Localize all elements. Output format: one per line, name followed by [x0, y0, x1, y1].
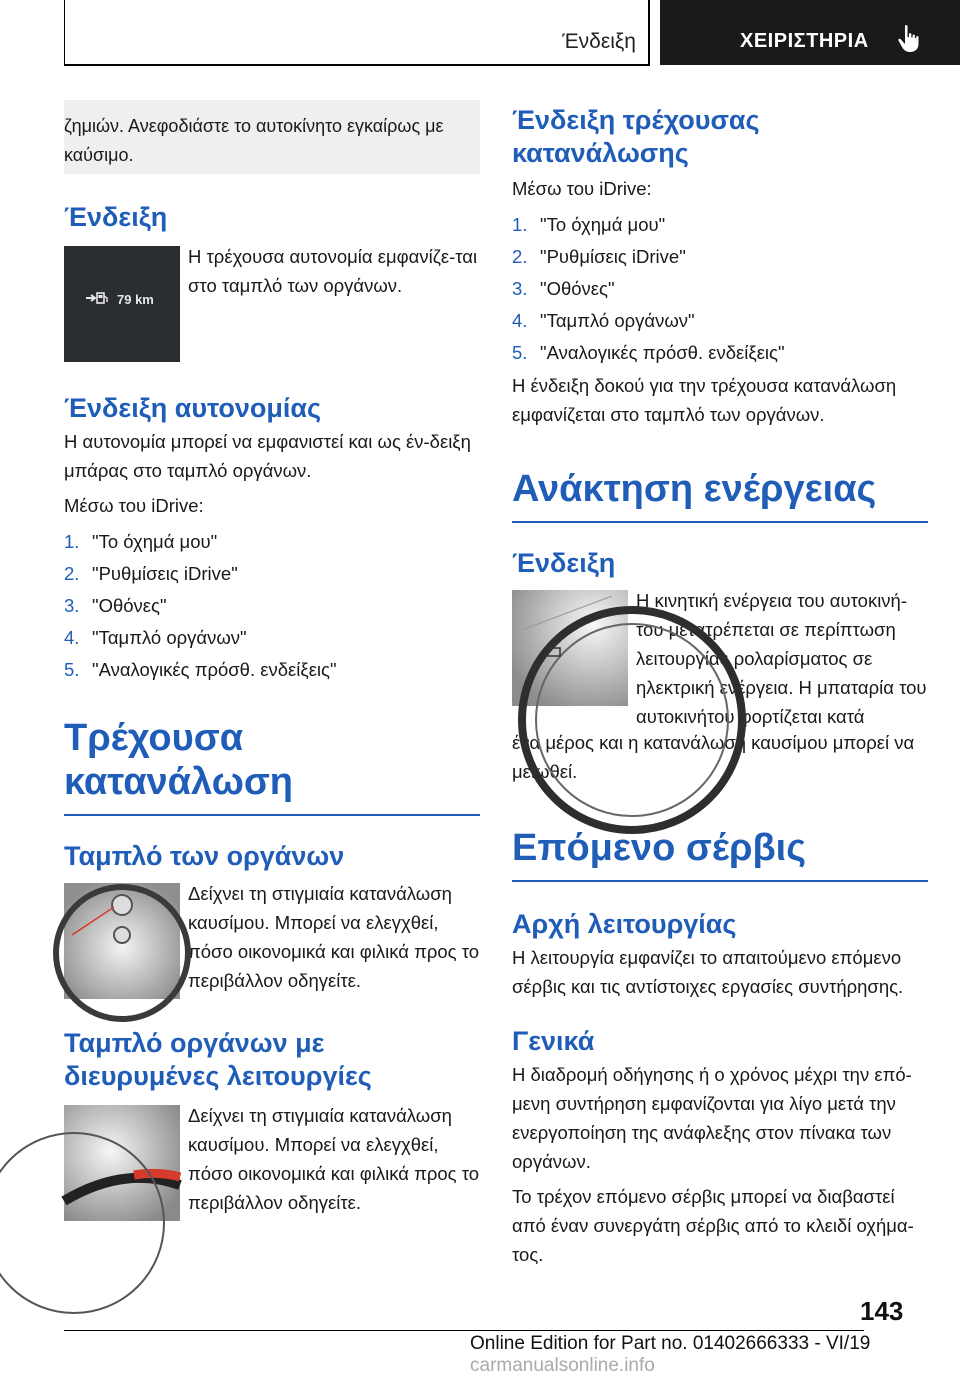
header-divider [648, 0, 650, 66]
header-section-title: Ένδειξη [562, 30, 636, 53]
header-chapter-tab [660, 0, 960, 65]
section-rule [512, 880, 928, 882]
section-rule [512, 521, 928, 523]
consumption-heading: Τρέχουσα κατανάλωση [64, 717, 294, 803]
recovery-display-heading: Ένδειξη [512, 548, 616, 578]
range-text: Η αυτονομία μπορεί να εμφανιστεί και ως έν-δειξη μπάρας στο ταμπλό οργάνων. [64, 431, 471, 481]
cluster-extended-text: Δείχνει τη στιγμιαία κατανάλωση καυσίμου. Μπορεί να ελεγχθεί, πόσο οικονομικά και φιλικά προς το περιβάλλον οδηγείτε. [188, 1105, 480, 1213]
cluster-extended-block [64, 1105, 480, 1221]
next-service-heading: Επόμενο σέρβις [512, 827, 806, 869]
list-item: 4. "Ταμπλό οργάνων" [64, 627, 247, 648]
footer-rule [64, 1330, 864, 1331]
energy-recovery-heading: Ανάκτηση ενέργειας [512, 468, 877, 510]
range-steps-list [64, 526, 480, 686]
recovery-text-continued: ένα μέρος και η κατανάλωση καυσίμου μπορεί να μειωθεί. [512, 732, 915, 782]
header-chapter-label: ΧΕΙΡΙΣΤΗΡΙΑ [740, 30, 869, 52]
extended-cluster-image [64, 1105, 180, 1221]
gauge-illustration [64, 883, 180, 999]
range-value: 79 km [117, 292, 154, 307]
header-left-rule [64, 0, 65, 66]
list-item: 4. "Ταμπλό οργάνων" [512, 310, 695, 331]
recovery-text: Η κινητική ενέργεια του αυτοκινή-του μετατρέπεται σε περίπτωση λειτουργίας ρολαρίσματος σε ηλεκτρική ενέργεια. Η μπαταρία του αυτοκινήτου φορτίζεται κατά [636, 590, 927, 727]
footer-watermark: carmanualsonline.info [470, 1355, 655, 1376]
footer-edition: Online Edition for Part no. 01402666333 - VI/19 [470, 1333, 871, 1354]
pointing-hand-icon [896, 24, 922, 54]
bar-display-text: Η ένδειξη δοκού για την τρέχουσα κατανάλωση εμφανίζεται στο ταμπλό των οργάνων. [512, 375, 897, 425]
right-column [512, 100, 928, 1269]
general-text: Η διαδρομή οδήγησης ή ο χρόνος μέχρι την επό-μενη συντήρηση εμφανίζονται για λίγο μετά την ενεργοποίηση της ανάφλεξης στον πίνακα των οργάνων. [512, 1064, 912, 1172]
list-item: 2. "Ρυθμίσεις iDrive" [512, 246, 686, 267]
recovery-block [512, 590, 928, 731]
principle-heading: Αρχή λειτουργίας [512, 909, 737, 939]
list-item: 3. "Οθόνες" [64, 595, 167, 616]
current-consumption-heading: Ένδειξη τρέχουσας κατανάλωσης [512, 105, 760, 168]
display-heading: Ένδειξη [64, 202, 168, 232]
list-item: 2. "Ρυθμίσεις iDrive" [64, 563, 238, 584]
continued-note: ζημιών. Ανεφοδιάστε το αυτοκίνητο εγκαίρως με καύσιμο. [64, 100, 480, 174]
via-idrive-label: Μέσω του iDrive: [64, 495, 204, 516]
cluster-heading: Ταμπλό των οργάνων [64, 841, 345, 871]
list-item: 1. "Το όχημά μου" [64, 531, 218, 552]
range-display-image [64, 246, 180, 362]
header-bottom-rule [64, 64, 650, 66]
list-item: 1. "Το όχημά μου" [512, 214, 666, 235]
display-block [64, 246, 480, 362]
charge-gauge-illustration [512, 590, 628, 706]
range-heading: Ένδειξη αυτονομίας [64, 393, 322, 423]
list-item: 3. "Οθόνες" [512, 278, 615, 299]
instrument-cluster-image [64, 883, 180, 999]
consumption-steps-list [512, 209, 928, 369]
principle-text: Η λειτουργία εμφανίζει το απαιτούμενο επόμενο σέρβις και τις αντίστοιχες εργασίες συντήρησης. [512, 947, 904, 997]
section-rule [64, 814, 480, 816]
extended-gauge-illustration [64, 1105, 180, 1221]
general-text-2: Το τρέχον επόμενο σέρβις μπορεί να διαβαστεί από έναν συνεργάτη σέρβις από το κλειδί οχήμα-τος. [512, 1186, 914, 1265]
cluster-text: Δείχνει τη στιγμιαία κατανάλωση καυσίμου. Μπορεί να ελεγχθεί, πόσο οικονομικά και φιλικά προς το περιβάλλον οδηγείτε. [188, 883, 480, 991]
list-item: 5. "Αναλογικές πρόσθ. ενδείξεις" [64, 659, 337, 680]
cluster-extended-heading: Ταμπλό οργάνων με διευρυμένες λειτουργίες [64, 1028, 372, 1091]
general-heading: Γενικά [512, 1026, 595, 1056]
recovery-gauge-image [512, 590, 628, 706]
list-item: 5. "Αναλογικές πρόσθ. ενδείξεις" [512, 342, 785, 363]
display-text: Η τρέχουσα αυτονομία εμφανίζε-ται στο ταμπλό των οργάνων. [188, 246, 478, 296]
page-number: 143 [860, 1296, 904, 1326]
footer [470, 1333, 960, 1377]
via-idrive-label: Μέσω του iDrive: [512, 178, 652, 199]
left-column [64, 100, 480, 1221]
cluster-block [64, 883, 480, 999]
